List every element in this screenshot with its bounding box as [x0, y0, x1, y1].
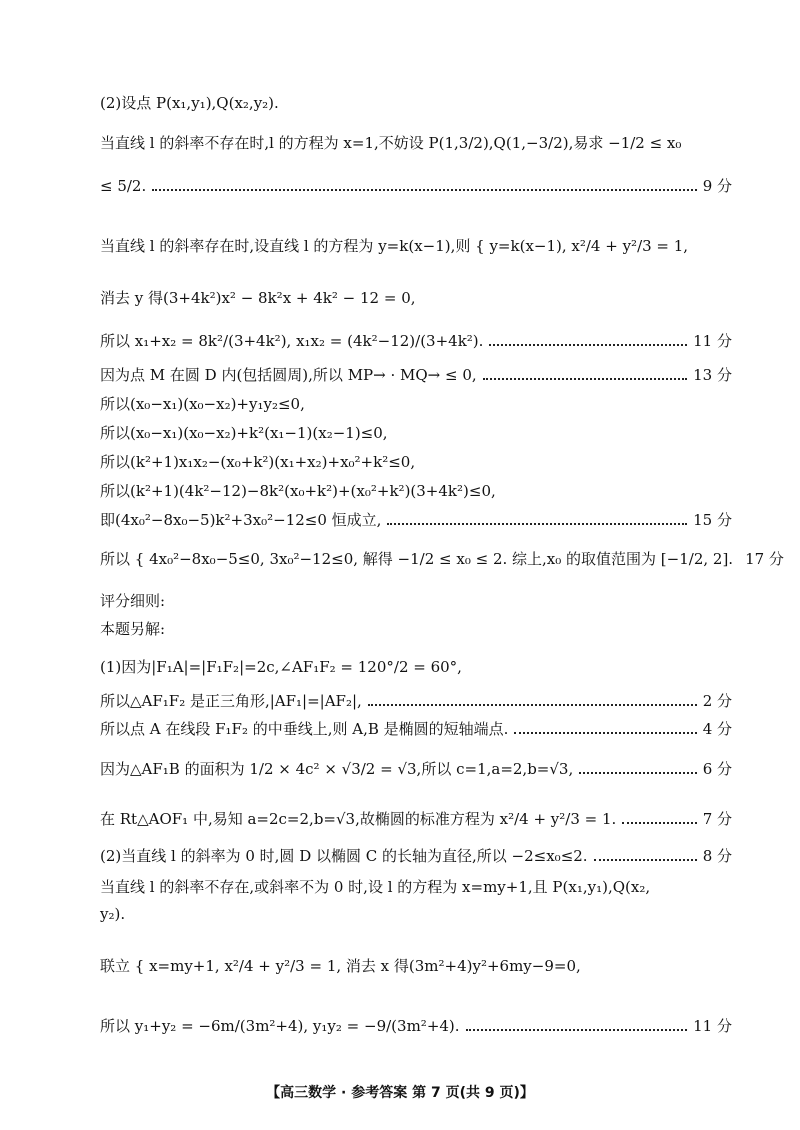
- leader-dots: [579, 772, 696, 774]
- score: 8 分: [702, 847, 732, 865]
- score: 13 分: [693, 366, 732, 384]
- score: 7 分: [702, 810, 732, 828]
- leader-dots: [622, 822, 696, 824]
- leader-dots: [368, 704, 697, 706]
- score: 9 分: [702, 177, 732, 195]
- leader-dots: [483, 378, 687, 380]
- line-3: ≤ 5/2. 9 分: [100, 177, 732, 195]
- score: 11 分: [693, 1017, 732, 1035]
- line-7: 因为点 M 在圆 D 内(包括圆周),所以 MP→ · MQ→ ≤ 0, 13 分: [100, 366, 732, 384]
- leader-dots: [152, 189, 696, 191]
- line-14: 评分细则:: [100, 592, 166, 610]
- line-12: 即(4x₀²−8x₀−5)k²+3x₀²−12≤0 恒成立, 15 分: [100, 511, 732, 529]
- line-15: 本题另解:: [100, 620, 166, 638]
- score: 6 分: [702, 760, 732, 778]
- line-16: (1)因为|F₁A|=|F₁F₂|=2c,∠AF₁F₂ = 120°/2 = 60°,: [100, 658, 462, 676]
- line-21: (2)当直线 l 的斜率为 0 时,圆 D 以椭圆 C 的长轴为直径,所以 −2≤x₀≤2. 8 分: [100, 847, 732, 865]
- line-8: 所以(x₀−x₁)(x₀−x₂)+y₁y₂≤0,: [100, 395, 305, 413]
- leader-dots: [387, 523, 687, 525]
- leader-dots: [466, 1029, 688, 1031]
- line-9: 所以(x₀−x₁)(x₀−x₂)+k²(x₁−1)(x₂−1)≤0,: [100, 424, 388, 442]
- score: 15 分: [693, 511, 732, 529]
- line-24: 联立 { x=my+1, x²/4 + y²/3 = 1, 消去 x 得(3m²+4)y²+6my−9=0,: [100, 957, 581, 975]
- line-25: 所以 y₁+y₂ = −6m/(3m²+4), y₁y₂ = −9/(3m²+4). 11 分: [100, 1017, 732, 1035]
- line-11: 所以(k²+1)(4k²−12)−8k²(x₀+k²)+(x₀²+k²)(3+4k²)≤0,: [100, 482, 496, 500]
- line-20: 在 Rt△AOF₁ 中,易知 a=2c=2,b=√3,故椭圆的标准方程为 x²/4 + y²/3 = 1. 7 分: [100, 810, 732, 828]
- line-6: 所以 x₁+x₂ = 8k²/(3+4k²), x₁x₂ = (4k²−12)/(3+4k²). 11 分: [100, 332, 732, 350]
- leader-dots: [489, 344, 687, 346]
- line-5: 消去 y 得(3+4k²)x² − 8k²x + 4k² − 12 = 0,: [100, 289, 416, 307]
- line-10: 所以(k²+1)x₁x₂−(x₀+k²)(x₁+x₂)+x₀²+k²≤0,: [100, 453, 416, 471]
- score: 2 分: [702, 692, 732, 710]
- page-footer: 【高三数学 · 参考答案 第 7 页(共 9 页)】: [266, 1085, 534, 1101]
- line-2: 当直线 l 的斜率不存在时,l 的方程为 x=1,不妨设 P(1,3/2),Q(1,−3/2),易求 −1/2 ≤ x₀: [100, 134, 682, 152]
- line-4: 当直线 l 的斜率存在时,设直线 l 的方程为 y=k(x−1),则 { y=k(x−1), x²/4 + y²/3 = 1,: [100, 237, 689, 255]
- leader-dots: [514, 732, 696, 734]
- score: 4 分: [702, 720, 732, 738]
- line-17: 所以△AF₁F₂ 是正三角形,|AF₁|=|AF₂|, 2 分: [100, 692, 732, 710]
- line-13: 所以 { 4x₀²−8x₀−5≤0, 3x₀²−12≤0, 解得 −1/2 ≤ x₀ ≤ 2. 综上,x₀ 的取值范围为 [−1/2, 2]. 17 分: [100, 550, 784, 568]
- line-18: 所以点 A 在线段 F₁F₂ 的中垂线上,则 A,B 是椭圆的短轴端点. 4 分: [100, 720, 732, 738]
- line-1: (2)设点 P(x₁,y₁),Q(x₂,y₂).: [100, 94, 279, 112]
- score: 17 分: [745, 550, 784, 568]
- line-22: 当直线 l 的斜率不存在,或斜率不为 0 时,设 l 的方程为 x=my+1,且 P(x₁,y₁),Q(x₂,: [100, 878, 651, 896]
- line-23: y₂).: [100, 905, 126, 923]
- leader-dots: [594, 859, 697, 861]
- score: 11 分: [693, 332, 732, 350]
- line-19: 因为△AF₁B 的面积为 1/2 × 4c² × √3/2 = √3,所以 c=1,a=2,b=√3, 6 分: [100, 760, 732, 778]
